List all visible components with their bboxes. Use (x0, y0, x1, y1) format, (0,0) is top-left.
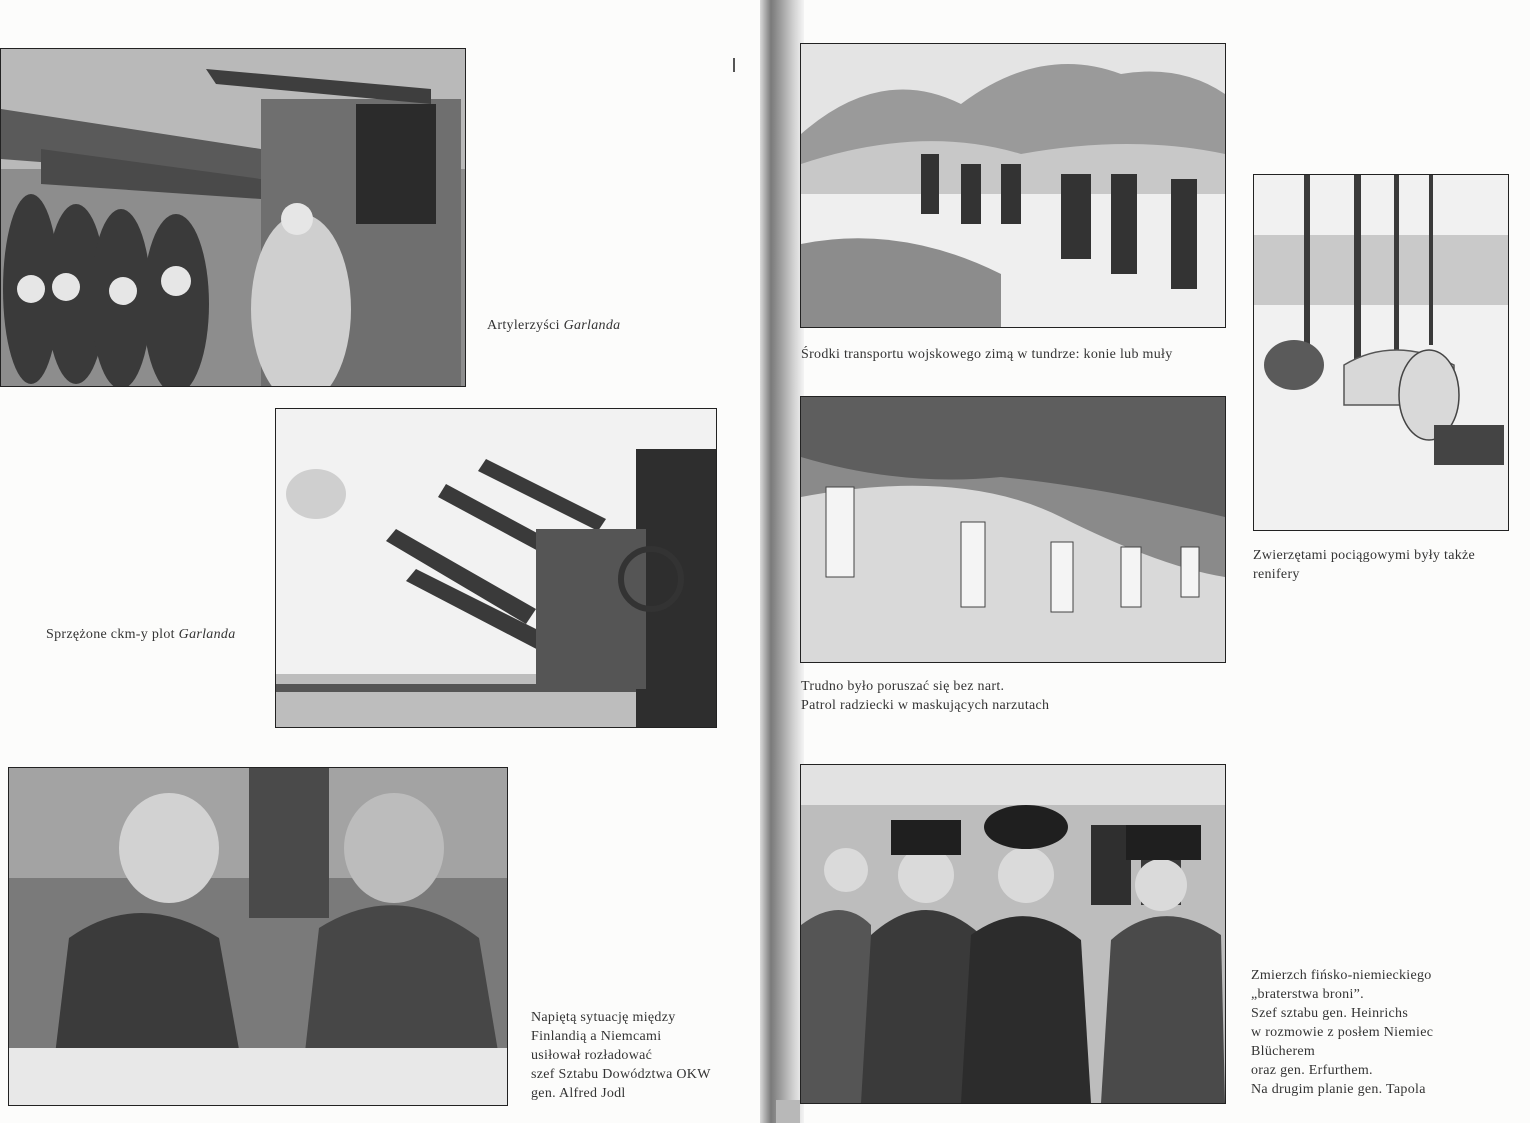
photo-reindeer (1253, 174, 1509, 531)
caption-tundra-transport: Środki transportu wojskowego zimą w tundrze: konie lub muły (801, 347, 1173, 362)
page-mark (733, 58, 735, 72)
caption-gunners: Artylerzyści Garlanda (487, 318, 621, 333)
book-gutter (760, 0, 804, 1123)
caption-machine-guns: Sprzężone ckm-y plot Garlanda (46, 627, 236, 642)
photo-gunners (0, 48, 466, 387)
gutter-shadow (776, 1100, 800, 1123)
photo-machine-guns (275, 408, 717, 728)
photo-tundra-transport (800, 43, 1226, 328)
caption-heinrichs: Zmierzch fińsko-niemieckiego „braterstwa broni”. Szef sztabu gen. Heinrichs w rozmowie z posłem Niemiec Blücherem oraz gen. Erfurthem. Na drugim planie gen. Tapola (1251, 968, 1434, 1097)
caption-ski-patrol: Trudno było poruszać się bez nart. Patrol radziecki w maskujących narzutach (801, 679, 1050, 713)
photo-ski-patrol (800, 396, 1226, 663)
caption-jodl: Napiętą sytuację między Finlandią a Niemcami usiłował rozładować szef Sztabu Dowództwa OKW gen. Alfred Jodl (531, 1010, 711, 1101)
caption-reindeer: Zwierzętami pociągowymi były także renifery (1253, 548, 1476, 582)
photo-jodl (8, 767, 508, 1106)
photo-heinrichs (800, 764, 1226, 1104)
